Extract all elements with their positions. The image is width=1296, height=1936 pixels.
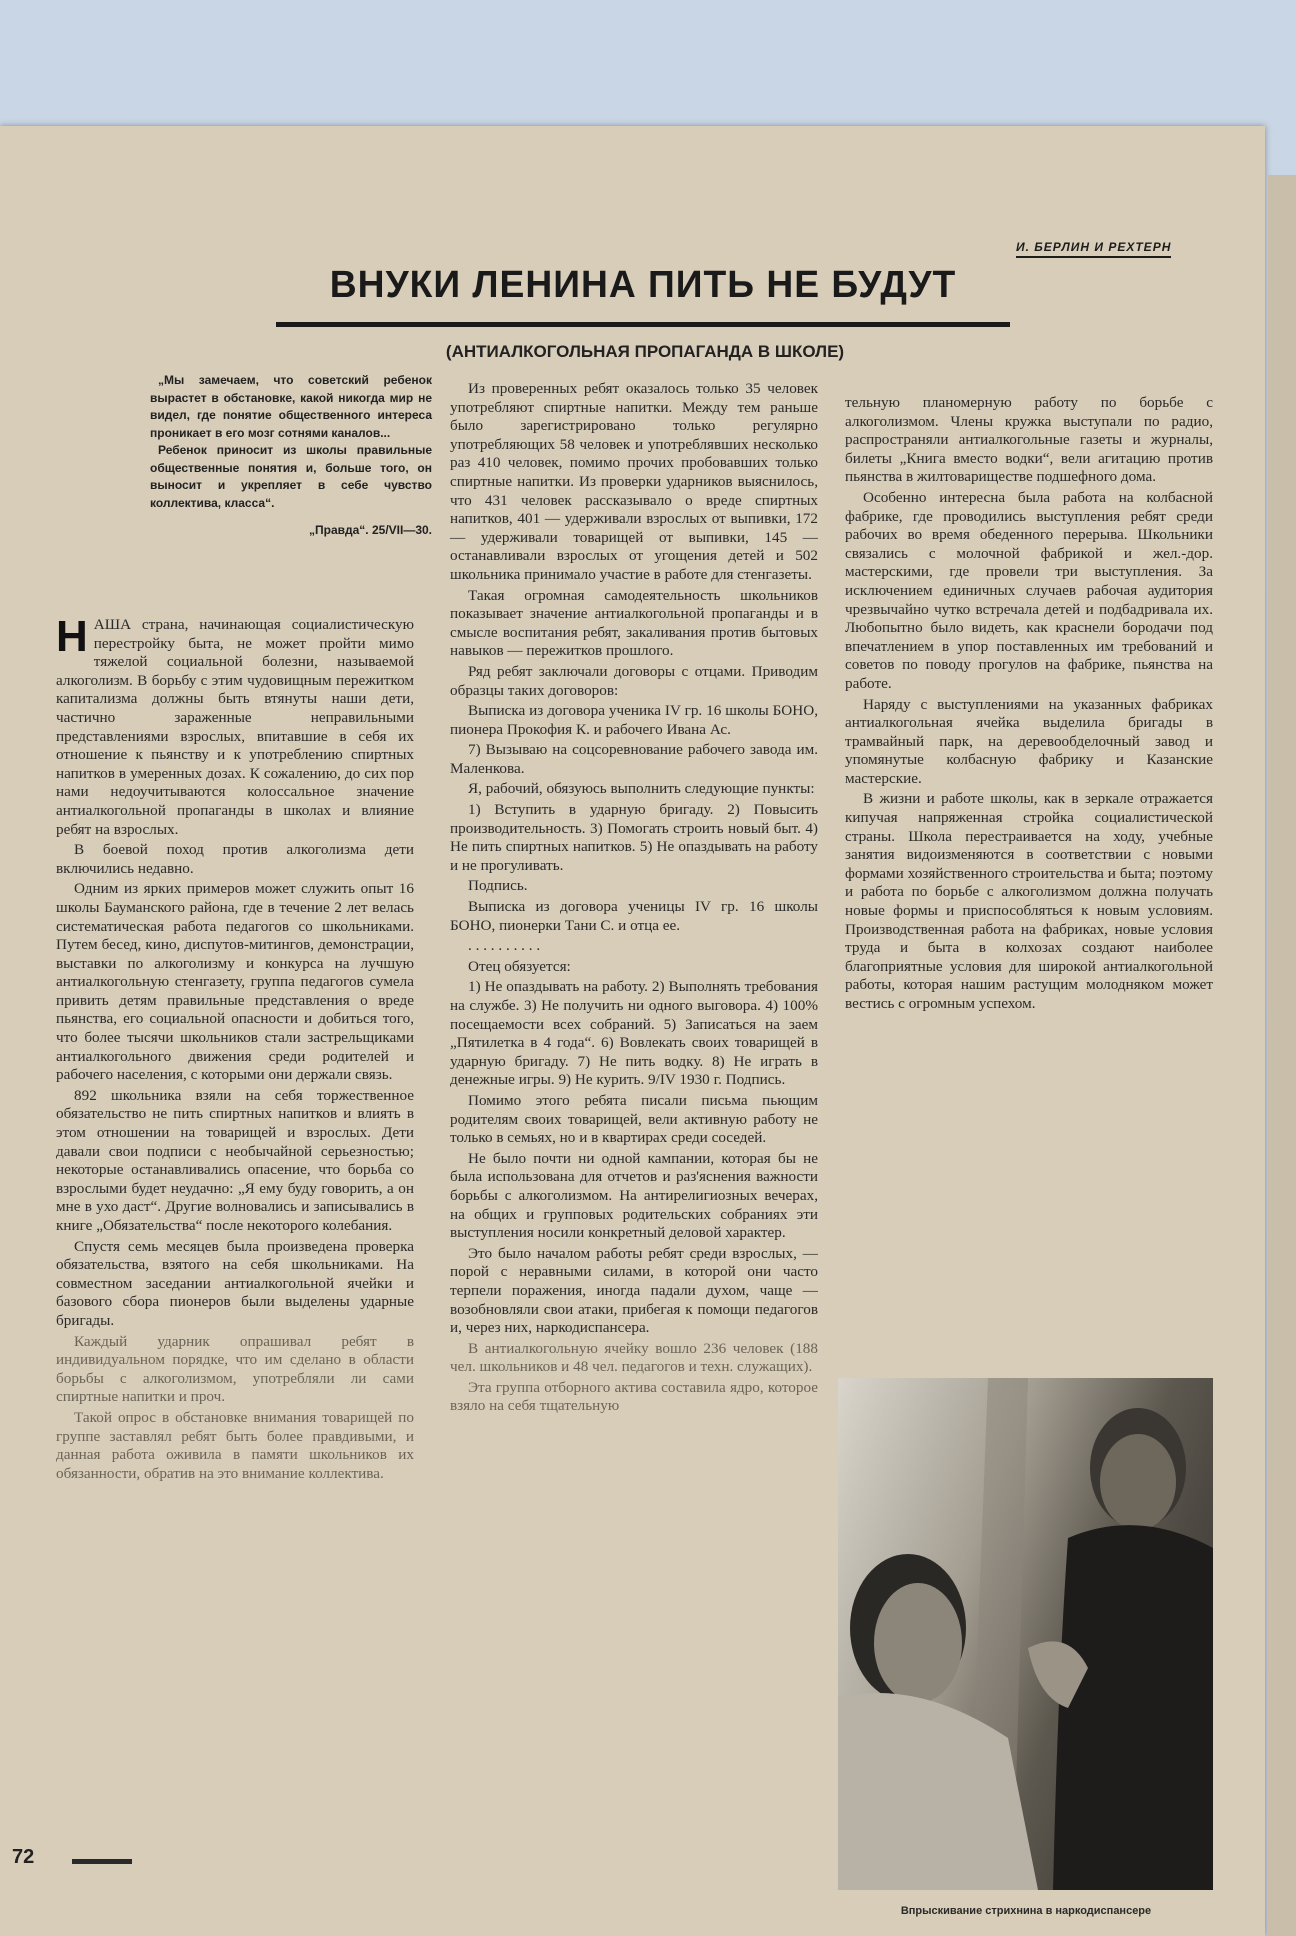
paragraph: 7) Вызываю на соцсоревнование рабочего завода им. Маленкова.: [450, 741, 818, 777]
text-column-2: [450, 380, 818, 1418]
paragraph: 892 школьника взяли на себя торжественное обязательство не пить спиртных напитков и влиять в этом отношении на товарищей и взрослых. Дети давали свои подписи с необычайной серьезностью; некоторые останавливались опасение, что борьба со взрослыми будет неудачно: „Я ему буду говорить, а он мне в ухо даст“. Другие волновались и записывались в книге „Обязательства“ после некоторого колебания.: [56, 1086, 414, 1234]
paragraph: Особенно интересна была работа на колбасной фабрике, где проводились выступления ребят среди рабочих во время обеденного перерыва. Школьники связались с молочной фабрикой и жел.-дор. мастерскими, где провели три выступления. За исключением единичных случаев рабочая аудитория чрезвычайно чутко встречала детей и подбадривала их. Любопытно было видеть, как краснели бородачи под впечатлением в упор поставленных им требований и советов по поводу прогулов на фабрике, пьянства на работе.: [845, 488, 1213, 692]
paragraph: Такой опрос в обстановке внимания товарищей по группе заставлял ребят быть более правдивыми, и данная работа оживила в памяти школьников их обязанности, обратив на это внимание коллектива.: [56, 1408, 414, 1482]
page-number-rule: [72, 1859, 132, 1864]
paragraph: В антиалкогольную ячейку вошло 236 человек (188 чел. школьников и 48 чел. педагогов и техн. служащих).: [450, 1339, 818, 1376]
epigraph-paragraph: „Мы замечаем, что советский ребенок вырастет в обстановке, какой никогда мир не видел, где понятие общественного интереса проникает в его мозг сотнями каналов...: [150, 373, 432, 440]
epigraph-paragraph: Ребенок приносит из школы правильные общественные понятия и, больше того, он выносит и укрепляет в себе чувство коллектива, класса“.: [150, 443, 432, 510]
photo-caption: Впрыскивание стрихнина в наркодиспансере: [900, 1905, 1152, 1917]
paragraph: Эта группа отборного актива составила ядро, которое взяло на себя тщательную: [450, 1378, 818, 1415]
headline-rule: [276, 322, 1010, 327]
paragraph: Это было началом работы ребят среди взрослых, — порой с неравными силами, в которой они часто терпели поражения, иногда падали духом, чаще — возобновляли свои атаки, прибегая к помощи педагогов и, через них, наркодиспансера.: [450, 1244, 818, 1337]
paragraph: Каждый ударник опрашивал ребят в индивидуальном порядке, что им сделано в области борьбы с алкоголизмом, употребляли ли сами спиртные напитки и проч.: [56, 1332, 414, 1406]
paragraph: Ряд ребят заключали договоры с отцами. Приводим образцы таких договоров:: [450, 662, 818, 699]
paragraph: Помимо этого ребята писали письма пьющим родителям своих товарищей, вели активную работу не только в семьях, но и в квартирах среди соседей.: [450, 1091, 818, 1147]
drop-cap: Н: [56, 612, 88, 661]
text-column-1: [56, 612, 414, 1485]
paragraph: [56, 612, 414, 839]
article-subtitle: (АНТИАЛКОГОЛЬНАЯ ПРОПАГАНДА В ШКОЛЕ): [445, 342, 845, 361]
paragraph: Я, рабочий, обязуюсь выполнить следующие пункты:: [468, 780, 815, 798]
paragraph: Спустя семь месяцев была произведена проверка обязательства, взятого на себя школьниками. На совместном заседании антиалкогольной ячейки и базового сбора пионеров были выделены ударные бригады.: [56, 1237, 414, 1329]
paragraph: Выписка из договора ученицы IV гр. 16 школы БОНО, пионерки Тани С. и отца ее.: [450, 898, 818, 934]
paragraph: Не было почти ни одной кампании, которая бы не была использована для отчетов и раз'яснения важности борьбы с алкоголизмом. На антирелигиозных вечерах, на общих и групповых родительских собраниях эти выступления носили конкретный деловой характер.: [450, 1149, 818, 1242]
paragraph: Такая огромная самодеятельность школьников показывает значение антиалкогольной пропаганды и в смысле воспитания ребят, закаливания против бытовых навыков — пережитков прошлого.: [450, 586, 818, 660]
epigraph: [150, 372, 432, 540]
paragraph: Одним из ярких примеров может служить опыт 16 школы Бауманского района, где в течение 2 лет велась систематическая работа педагогов со школьниками. Путем бесед, кино, диспутов-митингов, демонстрации, выставки по алкоголизму и конкурса на лучшую антиалкогольную стенгазету, группа педагогов сумела привить детям правильные представления о вреде пьянства, его социальной опасности и добиться того, что более тысячи школьников стали застрельщиками антиалкогольного движения среди родителей и рабочего населения, с которыми они держали связь.: [56, 880, 414, 1084]
paragraph-text: АША страна, начинающая социалистическую перестройку быта, не может пройти мимо тяжелой социальной болезни, называемой алкоголизм. В борьбу с этим чудовищным пережитком капитализма должны быть втянуты наши дети, частично зараженные неправильными представлениями взрослых, впитавшие в себя их отношение к пьянству и к употреблению спиртных напитков в умеренных дозах. К сожалению, до сих пор нами недоучитываются колоссальное значение антиалкогольной пропаганды в школах и влияние ребят на взрослых.: [56, 616, 414, 838]
epigraph-source: „Правда“. 25/VII—30.: [309, 523, 432, 537]
paragraph: Отец обязуется:: [468, 957, 571, 975]
paragraph: 1) Вступить в ударную бригаду. 2) Повысить производительность. 3) Помогать строить новый быт. 4) Не пить спиртных напитков. 5) Не опаздывать на работу и не прогуливать.: [450, 801, 818, 874]
paragraph: Подпись.: [468, 877, 528, 895]
page-number: 72: [12, 1846, 35, 1868]
photo-illustration: [838, 1378, 1213, 1890]
paragraph: Из проверенных ребят оказалось только 35 человек употребляют спиртные напитки. Между тем раньше было зарегистрировано только регулярно употребляющих 58 человек и употреблявших несколько раз 410 человек, помимо прочих пробовавших только спиртные напитки. Из проверки ударников выяснилось, что 431 человек рассказывало о вреде спиртных напитков, 401 — удерживали взрослых от выпивки, 172 — удерживали товарищей от выпивки, 145 — останавливали взрослых от угощения детей и 502 школьника принимало участие в работе для стенгазеты.: [450, 380, 818, 583]
paragraph: Выписка из договора ученика IV гр. 16 школы БОНО, пионера Прокофия К. и рабочего Ивана Ас.: [450, 702, 818, 738]
text-column-3: [845, 394, 1213, 1016]
article-authors: И. БЕРЛИН И РЕХТЕРН: [1016, 240, 1171, 258]
paragraph: тельную планомерную работу по борьбе с алкоголизмом. Члены кружка выступали по радио, распространяли антиалкогольные газеты и журналы, билеты „Книга вместо водки“, вели агитацию против пьянства в жилтовариществе подшефного дома.: [845, 394, 1213, 486]
ellipsis-row: . . . . . . . . . .: [468, 937, 541, 955]
photograph: [838, 1378, 1213, 1890]
article-headline: ВНУКИ ЛЕНИНА ПИТЬ НЕ БУДУТ: [329, 264, 957, 306]
paragraph: В боевой поход против алкоголизма дети включились недавно.: [56, 841, 414, 877]
magazine-page: [0, 126, 1265, 1936]
paragraph: В жизни и работе школы, как в зеркале отражается кипучая напряженная стройка социалистической страны. Школа перестраивается на ходу, учебные занятия видоизменяются в соответствии с новыми формами хозяйственного строительства и быта; поэтому и работа по борьбе с алкоголизмом должна получать новые формы и приспособляться к новым условиям. Производственная работа на фабриках, новые условия труда и быта в колхозах создают наиболее благоприятные условия для широкой антиалкогольной работы, которая нашим растущим молодняком может вестись с огромным успехом.: [845, 790, 1213, 1012]
paragraph: 1) Не опаздывать на работу. 2) Выполнять требования на службе. 3) Не получить ни одного выговора. 4) 100% посещаемости всех собраний. 5) Записаться на заем „Пятилетка в 4 года“. 6) Вовлекать своих товарищей в ударную бригаду. 7) Не пить водку. 8) Не играть в денежные игры. 9) Не курить. 9/IV 1930 г. Подпись.: [450, 978, 818, 1089]
paragraph: Наряду с выступлениями на указанных фабриках антиалкогольная ячейка выделила бригады в трамвайный парк, на деревообделочный завод и упомянутые колбасную фабрику и Казанские мастерские.: [845, 695, 1213, 787]
next-page-edge: [1268, 175, 1296, 1936]
